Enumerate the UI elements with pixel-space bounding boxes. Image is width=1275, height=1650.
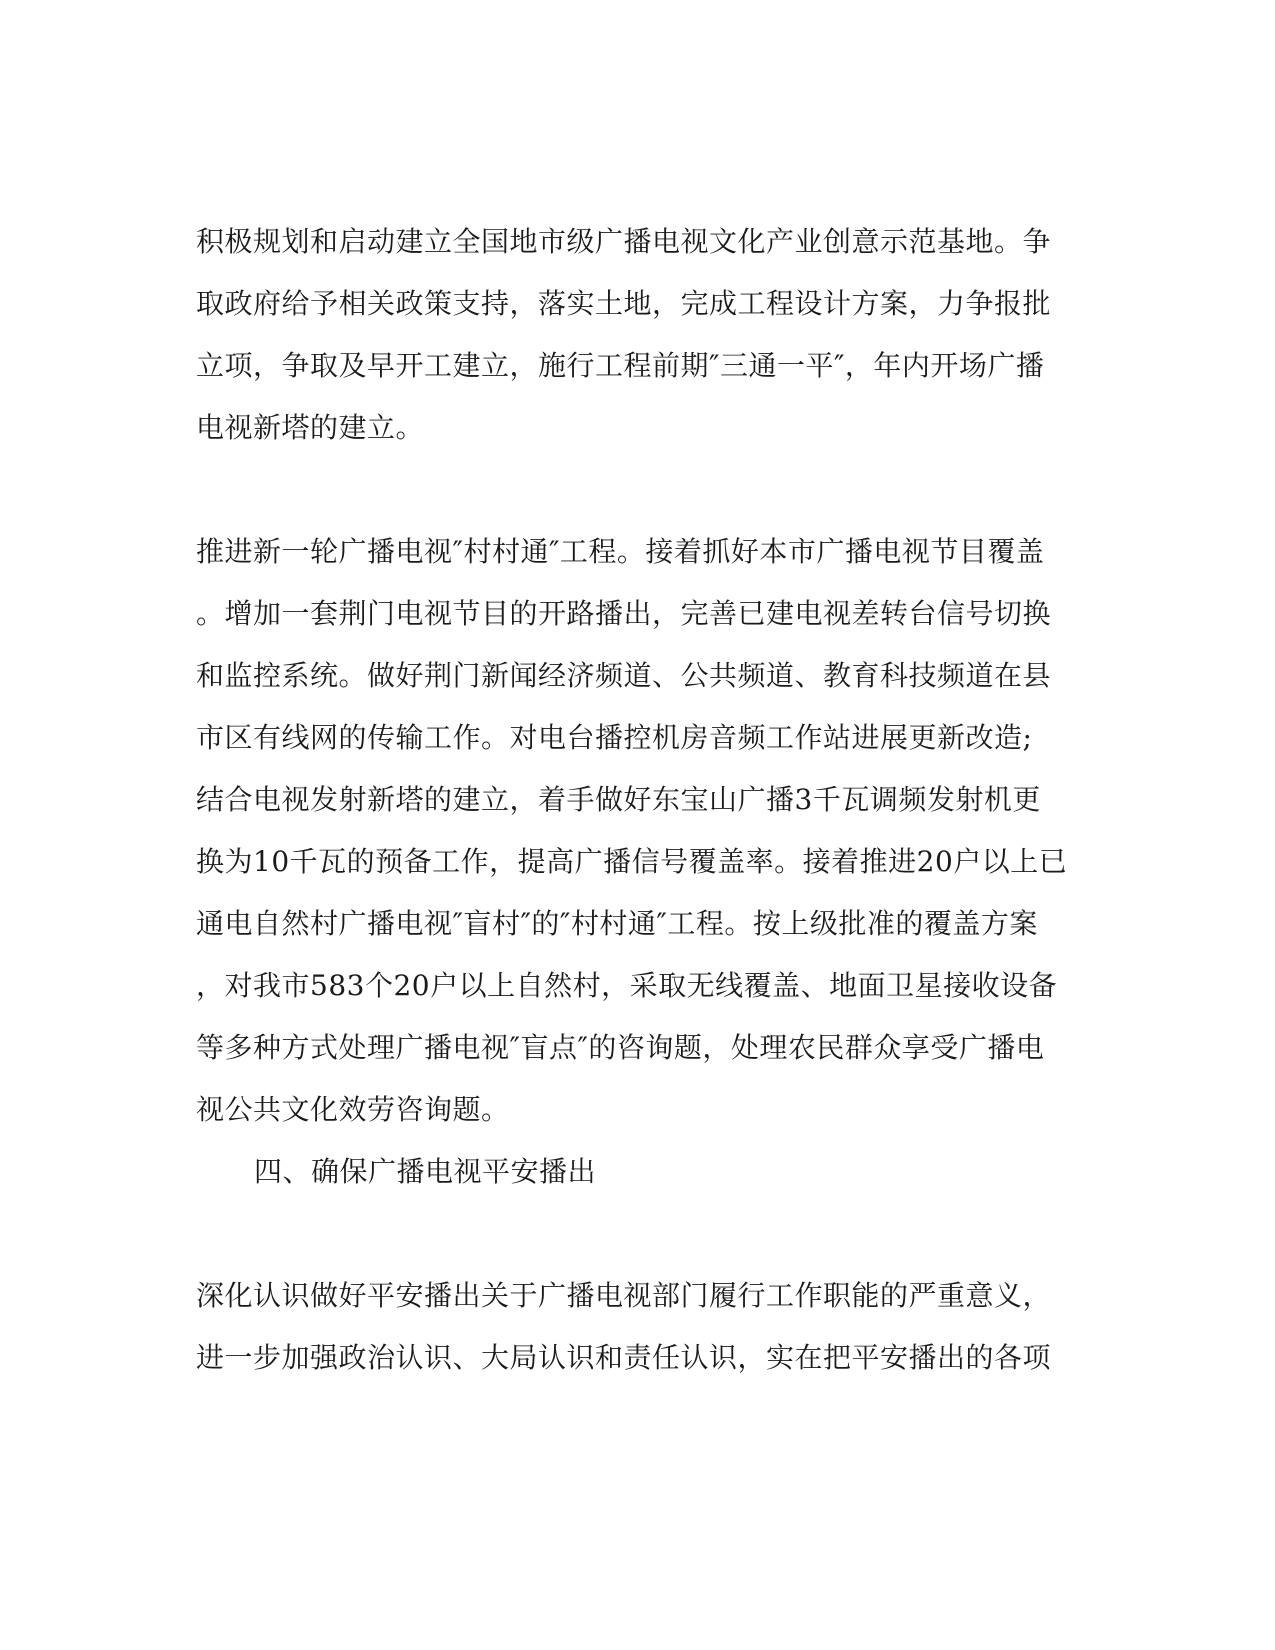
paragraph-2-line-6: 换为10千瓦的预备工作，提高广播信号覆盖率。接着推进20户以上已 bbox=[196, 845, 1068, 878]
paragraph-2-line-2: 。增加一套荆门电视节目的开路播出，完善已建电视差转台信号切换 bbox=[196, 597, 1052, 630]
paragraph-1-line-2: 取政府给予相关政策支持，落实土地，完成工程设计方案，力争报批 bbox=[196, 287, 1052, 320]
paragraph-3-line-2: 进一步加强政治认识、大局认识和责任认识，实在把平安播出的各项 bbox=[196, 1341, 1052, 1374]
paragraph-1-line-4: 电视新塔的建立。 bbox=[196, 411, 425, 444]
paragraph-1-line-1: 积极规划和启动建立全国地市级广播电视文化产业创意示范基地。争 bbox=[196, 225, 1052, 258]
section-heading: 四、确保广播电视平安播出 bbox=[254, 1155, 597, 1188]
paragraph-2-line-10: 视公共文化效劳咨询题。 bbox=[196, 1093, 510, 1126]
paragraph-2-line-7: 通电自然村广播电视″盲村″的″村村通″工程。按上级批准的覆盖方案 bbox=[196, 907, 1038, 940]
paragraph-1-line-3: 立项，争取及早开工建立，施行工程前期″三通一平″，年内开场广播 bbox=[196, 349, 1045, 382]
paragraph-2-line-5: 结合电视发射新塔的建立，着手做好东宝山广播3千瓦调频发射机更 bbox=[196, 783, 1041, 816]
paragraph-2-line-3: 和监控系统。做好荆门新闻经济频道、公共频道、教育科技频道在县 bbox=[196, 659, 1052, 692]
paragraph-2-line-4: 市区有线网的传输工作。对电台播控机房音频工作站进展更新改造; bbox=[196, 721, 1033, 754]
paragraph-2-line-8: ，对我市583个20户以上自然村，采取无线覆盖、地面卫星接收设备 bbox=[196, 969, 1058, 1002]
paragraph-2-line-1: 推进新一轮广播电视″村村通″工程。接着抓好本市广播电视节目覆盖 bbox=[196, 535, 1045, 568]
paragraph-2-line-9: 等多种方式处理广播电视″盲点″的咨询题，处理农民群众享受广播电 bbox=[196, 1031, 1045, 1064]
paragraph-3-line-1: 深化认识做好平安播出关于广播电视部门履行工作职能的严重意义， bbox=[196, 1279, 1052, 1312]
